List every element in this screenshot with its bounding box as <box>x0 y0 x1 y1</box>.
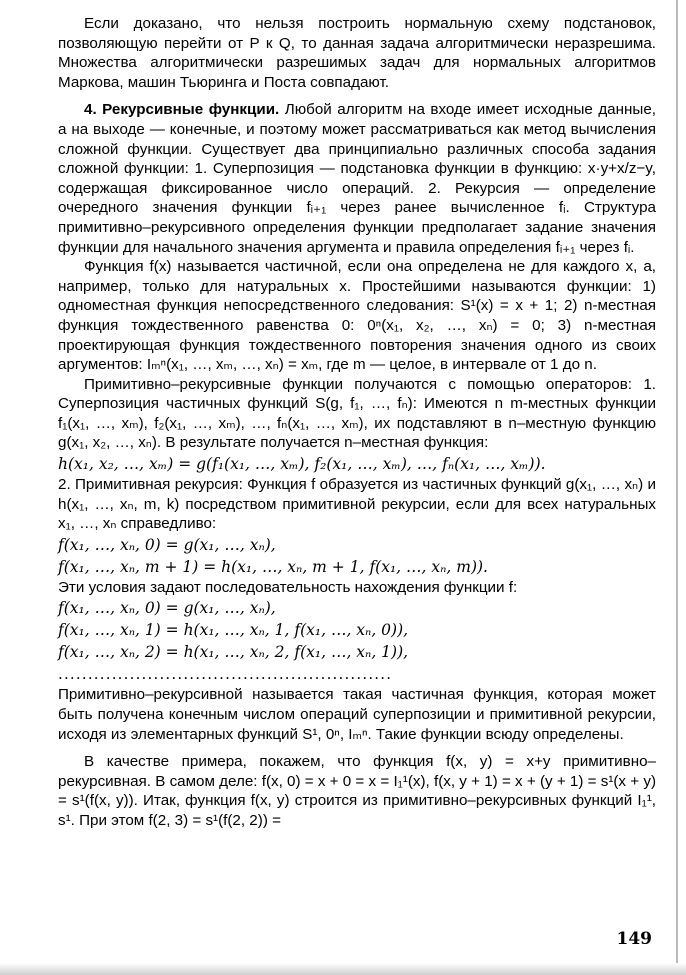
section-heading: 4. Рекурсивные функции. <box>84 101 280 119</box>
paragraph-sequence: Эти условия задают последовательность нахождения функции f: <box>58 578 518 596</box>
paragraph-definition: Примитивно–рекурсивной называется такая частичная функция, которая может быть получена конечным числом операций суперпозиции и примитивной рекурсии, исходя из элементарных функций S¹, 0ⁿ, Iₘⁿ. Такие функции всюду определены. <box>58 686 656 743</box>
paragraph-undecidability: Если доказано, что нельзя построить нормальную схему подстановок, позволяющую перейти от P к Q, то данная задача алгоритмически неразрешима. Множества алгоритмически разрешимых задач для нормальных алгоритмов Маркова, машин Тьюринга и Поста совпадают. <box>58 15 656 91</box>
formula-sequence-2: f(x₁, …, xₙ, 2) = h(x₁, …, xₙ, 2, f(x₁, …, xₙ, 1)), <box>58 643 409 662</box>
formula-recursion-base: f(x₁, …, xₙ, 0) = g(x₁, …, xₙ), <box>58 535 276 554</box>
ellipsis-dots: ........................................................ <box>58 665 393 684</box>
formula-recursion-step: f(x₁, …, xₙ, m + 1) = h(x₁, …, xₙ, m + 1, f(x₁, …, xₙ, m)). <box>58 557 488 576</box>
paragraph-recursive-functions <box>58 100 656 257</box>
page-bottom-shadow <box>0 963 686 975</box>
paragraph-operators: Примитивно–рекурсивные функции получаются с помощью операторов: 1. Суперпозиция частичных функций S(g, f₁, …, fₙ): Имеются n m-местных функции f₁(x₁, …, xₘ), f₂(x₁, …, xₘ), …, fₙ(x₁, …, xₘ), их подставляют в n–местную функцию g(x₁, x₂, …, xₙ). В результате получается n–местная функция: <box>58 375 656 452</box>
paragraph-primitive-recursion: 2. Примитивная рекурсия: Функция f образуется из частичных функций g(x₁, …, xₙ) и h(x₁, …, xₙ, m, k) посредством примитивной рекурсии, если для всех натуральных x₁, …, xₙ справедливо: <box>58 476 656 533</box>
paragraph-example: В качестве примера, покажем, что функция f(x, y) = x+y примитивно–рекурсивная. В самом деле: f(x, 0) = x + 0 = x = I₁¹(x), f(x, y + 1) = x + (y + 1) = s¹(x + y) = s¹(f(x, y)). Итак, функция f(x, y) строится из примитивно–рекурсивных функций I₁¹, s¹. При этом f(2, 3) = s¹(f(2, 2)) = <box>58 753 656 829</box>
paragraph-recursive-functions-body: Любой алгоритм на входе имеет исходные данные, а на выходе — конечные, и поэтому может рассматриваться как метод вычисления сложной функции. Существует два принципиально различных способа задания сложной функции: 1. Суперпозиция — подстановка функции в функцию: x·y+x/z−y, содержащая фиксированное число операций. 2. Рекурсия — определение очередного значения функции fᵢ₊₁ через ранее вычисленное fᵢ. Структура примитивно–рекурсивного определения функции предполагает задание значения функции для начального значения аргумента и правила определения fᵢ₊₁ через fᵢ. <box>58 101 656 256</box>
formula-sequence-0: f(x₁, …, xₙ, 0) = g(x₁, …, xₙ), <box>58 599 276 618</box>
formula-superposition: h(x₁, x₂, …, xₘ) = g(f₁(x₁, …, xₘ), f₂(x₁, …, xₘ), …, fₙ(x₁, …, xₘ)). <box>58 455 546 474</box>
formula-sequence-1: f(x₁, …, xₙ, 1) = h(x₁, …, xₙ, 1, f(x₁, …, xₙ, 0)), <box>58 621 409 640</box>
page-edge <box>676 0 678 975</box>
paragraph-partial-function: Функция f(x) называется частичной, если она определена не для каждого x, а, например, только для натуральных x. Простейшими называются функции: 1) одноместная функция непосредственного следования: S¹(x) = x + 1; 2) n-местная функция тождественного равенства 0: 0ⁿ(x₁, x₂, …, xₙ) = 0; 3) n-местная проектирующая функция тождественного повторения значения одного из своих аргументов: Iₘⁿ(x₁, …, xₘ, …, xₙ) = xₘ, где m — целое, в интервале от 1 до n. <box>58 258 656 374</box>
page-number: 149 <box>616 929 652 949</box>
